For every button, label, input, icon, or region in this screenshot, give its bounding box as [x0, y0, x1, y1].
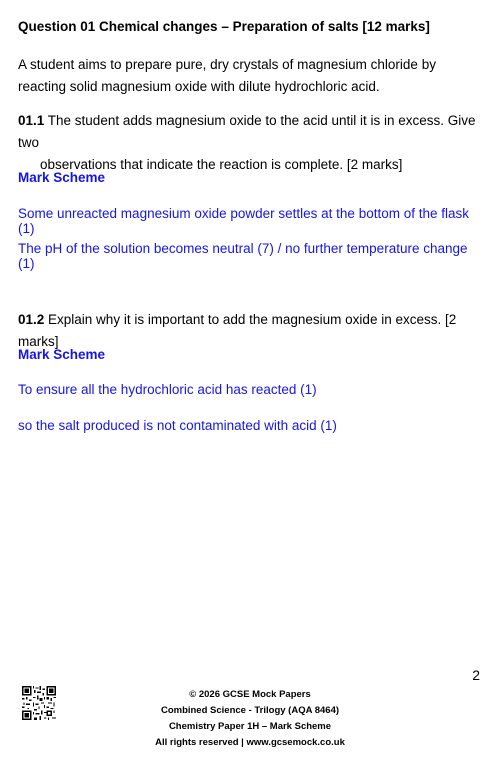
question-number: 01.1 — [18, 113, 45, 128]
question-text: Explain why it is important to add the magnesium oxide in excess. [2 marks] — [18, 312, 457, 349]
question-01-1 — [18, 110, 482, 176]
footer-course: Combined Science - Trilogy (AQA 8464) — [160, 705, 340, 716]
mark-scheme-answer: Some unreacted magnesium oxide powder settles at the bottom of the flask (1) — [18, 206, 469, 236]
footer-rights: All rights reserved | www.gcsemock.co.uk — [155, 737, 345, 748]
page-number: 2 — [472, 667, 480, 683]
mark-scheme-heading: Mark Scheme — [18, 170, 106, 185]
mark-scheme-answer: so the salt produced is not contaminated with acid (1) — [18, 418, 337, 433]
mark-scheme-answer: To ensure all the hydrochloric acid has reacted (1) — [18, 382, 317, 397]
question-text-line1: The student adds magnesium oxide to the acid until it is in excess. Give two — [18, 113, 476, 150]
footer-copyright: © 2026 GCSE Mock Papers — [189, 689, 311, 700]
mark-scheme-heading: Mark Scheme — [18, 347, 106, 362]
mark-scheme-answer: The pH of the solution becomes neutral (7) / no further temperature change (1) — [18, 241, 468, 271]
question-number: 01.2 — [18, 312, 45, 327]
footer — [0, 687, 500, 751]
question-title: Question 01 Chemical changes – Preparation of salts [12 marks] — [18, 19, 430, 34]
footer-paper: Chemistry Paper 1H – Mark Scheme — [168, 721, 332, 732]
question-text-line2: observations that indicate the reaction is complete. [2 marks] — [40, 157, 403, 172]
intro-text: A student aims to prepare pure, dry crystals of magnesium chloride by reacting solid magnesium oxide with dilute hydrochloric acid. — [18, 57, 436, 94]
